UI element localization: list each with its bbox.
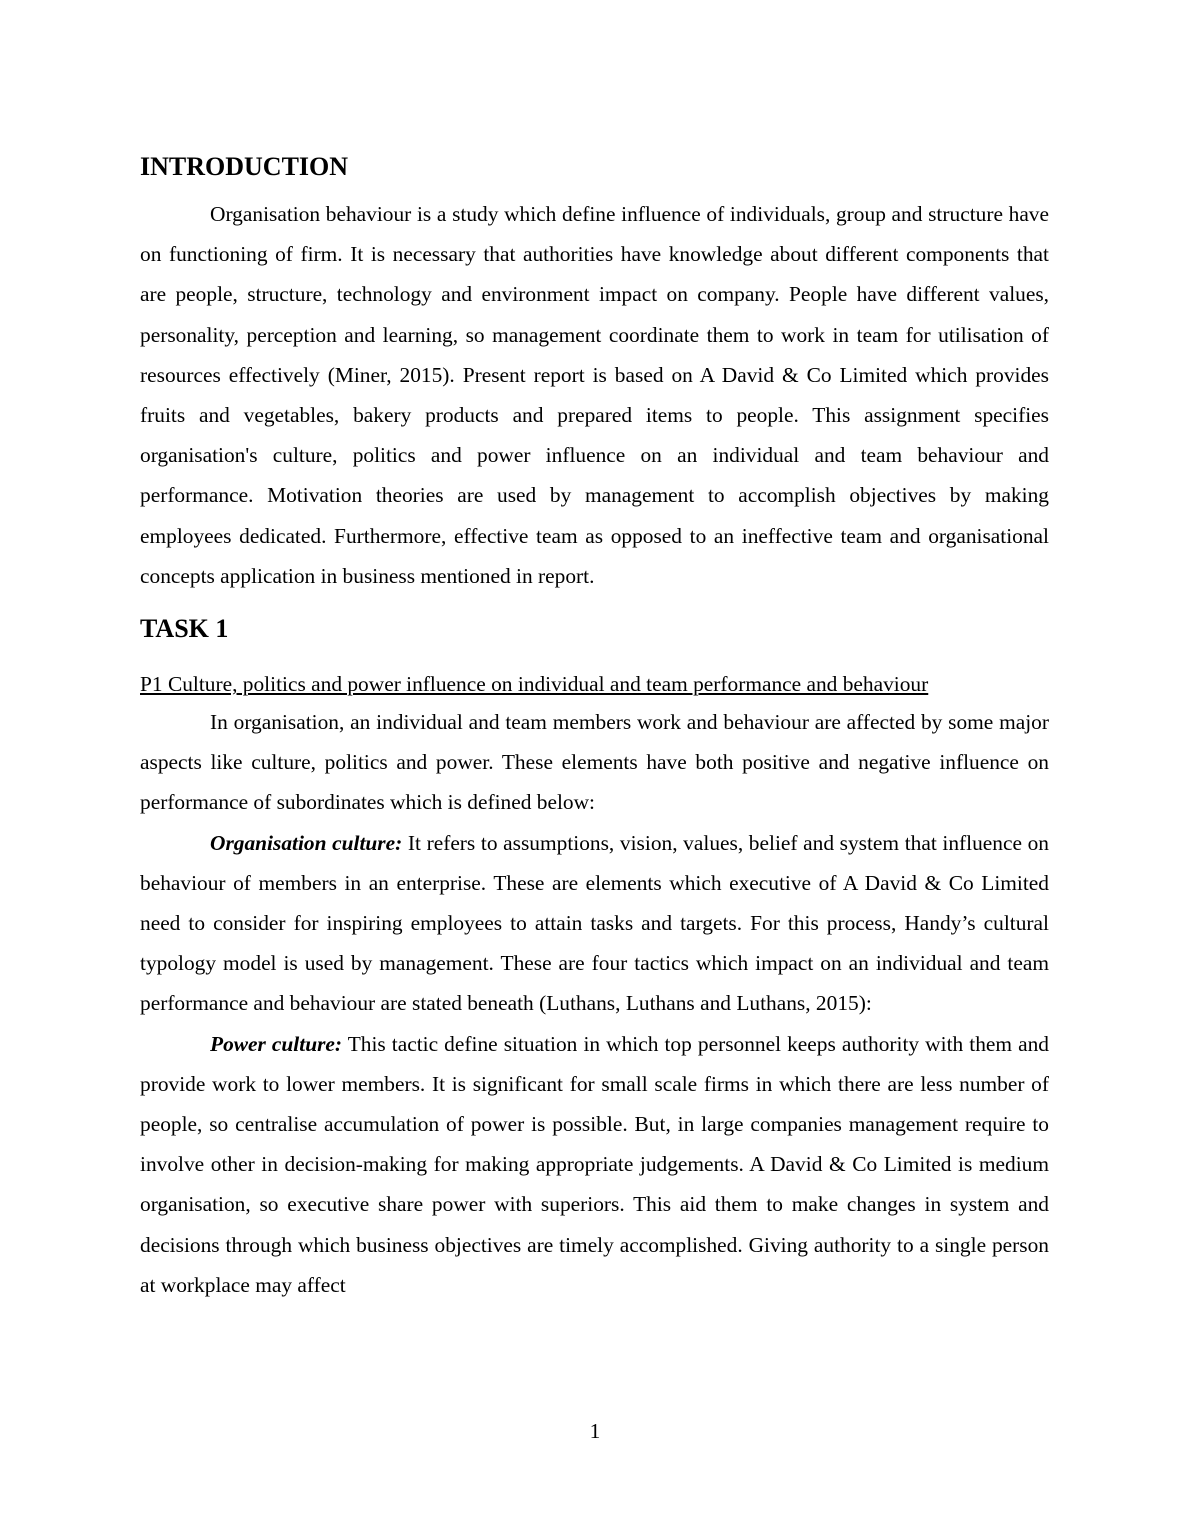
p1-subheading: P1 Culture, politics and power influence on individual and team performance and behaviour <box>140 672 929 697</box>
page-number: 1 <box>589 1419 601 1443</box>
power-culture-term: Power culture: <box>210 1031 343 1056</box>
task-1-intro-paragraph: In organisation, an individual and team members work and behaviour are affected by some major aspects like culture, politics and power. These elements have both positive and negative influence on performance of subordinates which is defined below: <box>140 710 1049 815</box>
organisation-culture-term: Organisation culture: <box>210 830 403 855</box>
power-culture-paragraph <box>140 1024 1049 1305</box>
task-1-heading: TASK 1 <box>140 614 229 644</box>
introduction-heading: INTRODUCTION <box>140 152 349 181</box>
power-culture-text: This tactic define situation in which top personnel keeps authority with them and provide work to lower members. It is significant for small scale firms in which there are less number of people, so centralise accumulation of power is possible. But, in large companies management require to involve other in decision-making for making appropriate judgements. A David & Co Limited is medium organisation, so executive share power with superiors. This aid them to make changes in system and decisions through which business objectives are timely accomplished. Giving authority to a single person at workplace may affect <box>140 1031 1049 1297</box>
organisation-culture-text: It refers to assumptions, vision, values, belief and system that influence on behaviour of members in an enterprise. These are elements which executive of A David & Co Limited need to consider for inspiring employees to attain tasks and targets. For this process, Handy’s cultural typology model is used by management. These are four tactics which impact on an individual and team performance and behaviour are stated beneath (Luthans, Luthans and Luthans, 2015): <box>140 830 1049 1016</box>
organisation-culture-paragraph <box>140 823 1049 1024</box>
document-page <box>140 150 1049 1305</box>
introduction-paragraph: Organisation behaviour is a study which define influence of individuals, group and structure have on functioning of firm. It is necessary that authorities have knowledge about different components that are people, structure, technology and environment impact on company. People have different values, personality, perception and learning, so management coordinate them to work in team for utilisation of resources effectively (Miner, 2015). Present report is based on A David & Co Limited which provides fruits and vegetables, bakery products and prepared items to people. This assignment specifies organisation's culture, politics and power influence on an individual and team behaviour and performance. Motivation theories are used by management to accomplish objectives by making employees dedicated. Furthermore, effective team as opposed to an ineffective team and organisational concepts application in business mentioned in report. <box>140 202 1049 588</box>
